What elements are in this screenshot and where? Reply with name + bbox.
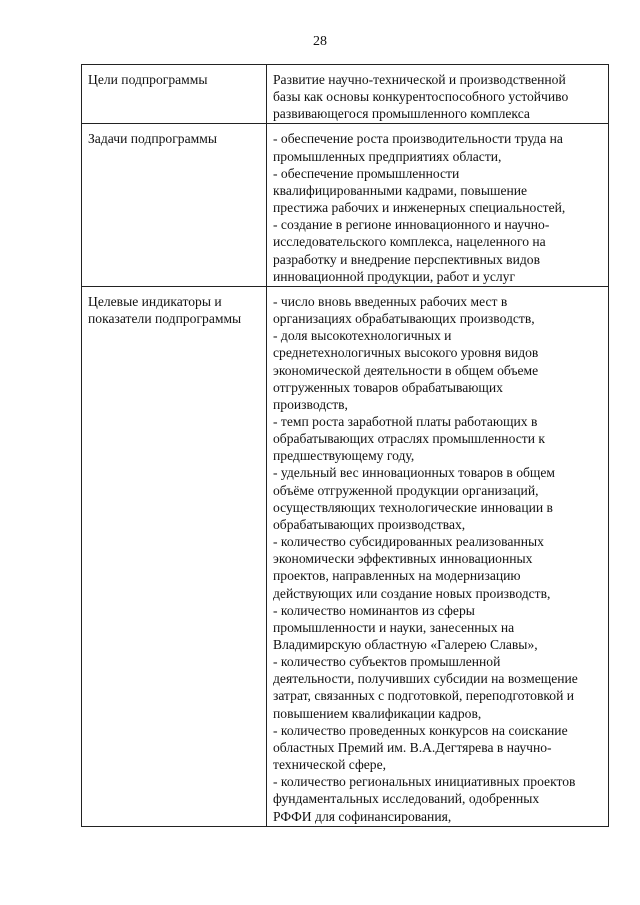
row-label-cell [82, 286, 267, 826]
row-content-line: производств, [273, 396, 348, 412]
row-content-cell [267, 286, 609, 826]
row-content-line: - число вновь введенных рабочих мест в [273, 293, 508, 309]
row-content-line: повышением квалификации кадров, [273, 705, 482, 721]
goals-row [82, 65, 609, 124]
row-label-line: Целевые индикаторы и [88, 293, 222, 309]
row-content-line: - количество региональных инициативных проектов [273, 774, 576, 790]
row-content-line: Развитие научно-технической и производственной [273, 72, 566, 87]
row-label-cell [82, 124, 267, 286]
row-content-line: промышленных предприятиях области, [273, 148, 502, 164]
row-content-line: - темп роста заработной платы работающих в [273, 413, 538, 429]
row-label-cell [82, 65, 267, 124]
row-content-line: объёме отгруженной продукции организаций, [273, 482, 539, 498]
row-label-line: показатели подпрограммы [88, 311, 242, 327]
row-content-line: - количество номинантов из сферы [273, 602, 475, 618]
row-content-line: осуществляющих технологические инновации в [273, 499, 553, 515]
row-content-line: Владимирскую областную «Галерею Славы», [273, 637, 538, 652]
row-content-line: инновационной продукции, работ и услуг [273, 268, 516, 284]
row-content-line: областных Премий им. В.А.Дегтярева в научно- [273, 739, 552, 755]
row-content-line: - количество проведенных конкурсов на соискание [273, 722, 568, 738]
row-content-line: промышленности и науки, занесенных на [273, 619, 515, 635]
row-content-line: обрабатывающих производствах, [273, 516, 466, 532]
row-content-line: предшествующему году, [273, 448, 415, 464]
row-content-line: - обеспечение роста производительности труда на [273, 131, 563, 147]
row-content-line: - доля высокотехнологичных и [273, 328, 452, 344]
row-content-line: базы как основы конкурентоспособного устойчиво [273, 89, 569, 105]
row-content-line: развивающегося промышленного комплекса [273, 106, 530, 122]
page-number: 28 [313, 34, 327, 49]
row-content-cell [267, 65, 609, 124]
row-content-line: экономически эффективных инновационных [273, 551, 533, 567]
row-label-line: Цели подпрограммы [88, 72, 208, 87]
row-content-line: разработку и внедрение перспективных видов [273, 251, 540, 267]
row-content-line: - обеспечение промышленности [273, 165, 460, 181]
row-content-line: отгруженных товаров обрабатывающих [273, 379, 503, 395]
row-content-line: действующих или создание новых производств, [273, 585, 551, 601]
row-content-line: проектов, направленных на модернизацию [273, 568, 521, 584]
row-label-line: Задачи подпрограммы [88, 131, 217, 147]
row-content-line: экономической деятельности в общем объеме [273, 362, 539, 378]
row-content-line: престижа рабочих и инженерных специальностей, [273, 200, 566, 216]
tasks-row [82, 124, 609, 286]
row-content-cell [267, 124, 609, 286]
row-content-line: затрат, связанных с подготовкой, переподготовкой и [273, 688, 575, 704]
row-content-line: фундаментальных исследований, одобренных [273, 791, 540, 807]
row-content-line: - удельный вес инновационных товаров в общем [273, 465, 556, 481]
row-content-line: обрабатывающих отраслях промышленности к [273, 431, 545, 447]
row-content-line: РФФИ для софинансирования, [273, 808, 452, 824]
row-content-line: - количество субсидированных реализованных [273, 534, 544, 550]
row-content-line: квалифицированными кадрами, повышение [273, 182, 528, 198]
row-content-line: - создание в регионе инновационного и научно- [273, 217, 550, 233]
table-body [82, 65, 609, 827]
row-content-line: деятельности, получивших субсидии на возмещение [273, 671, 578, 687]
row-content-line: исследовательского комплекса, нацеленного на [273, 234, 546, 250]
indicators-row [82, 286, 609, 826]
subprogram-passport-table [81, 64, 609, 827]
row-content-line: организациях обрабатывающих производств, [273, 311, 535, 327]
row-content-line: - количество субъектов промышленной [273, 654, 501, 670]
row-content-line: среднетехнологичных высокого уровня видов [273, 345, 539, 361]
row-content-line: технической сфере, [273, 757, 387, 773]
